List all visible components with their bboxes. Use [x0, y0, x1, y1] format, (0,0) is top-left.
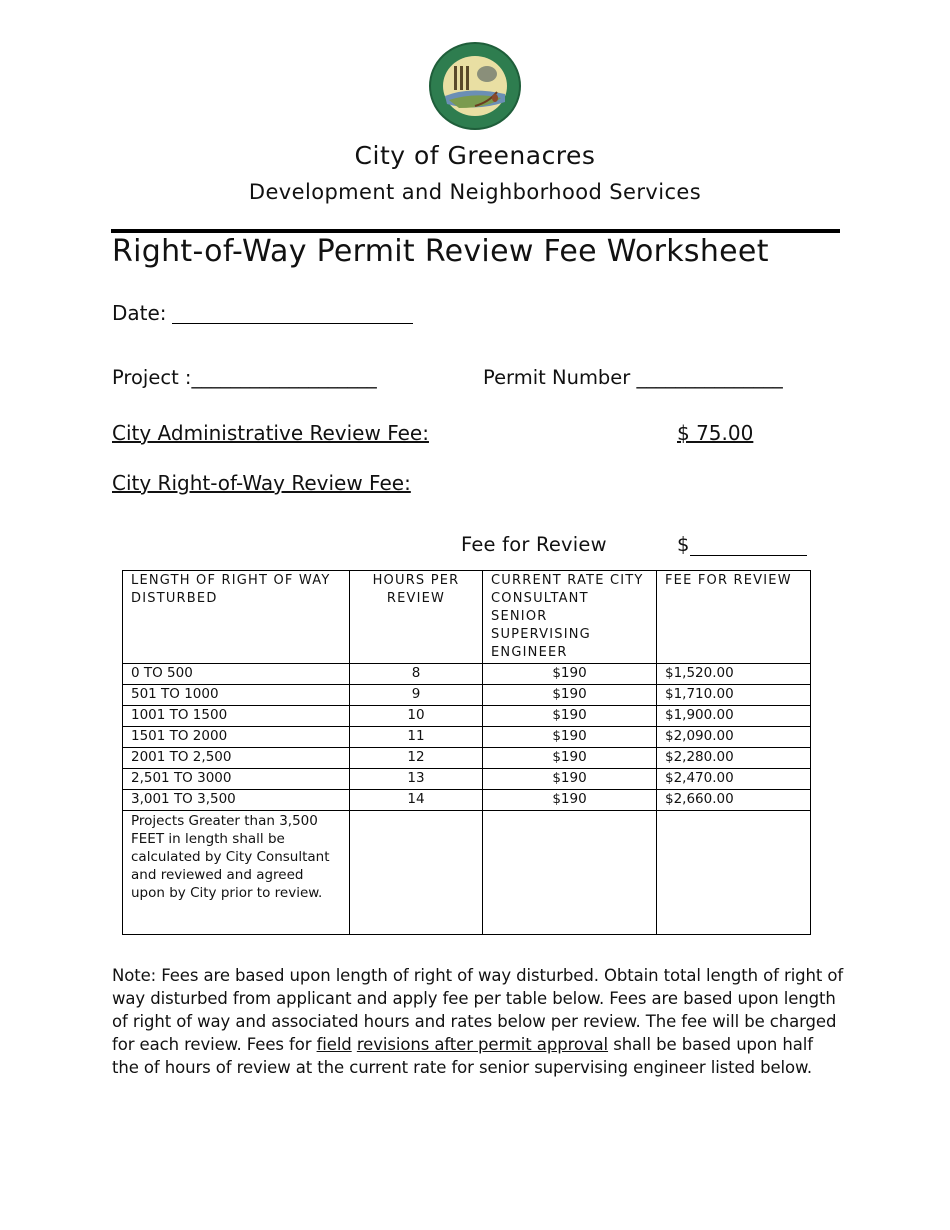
cell-hours: 9: [350, 685, 483, 706]
table-row: [123, 748, 811, 769]
table-note-row: [123, 811, 811, 935]
header-divider: [111, 229, 840, 233]
cell-hours: 14: [350, 790, 483, 811]
cell-length: 0 TO 500: [123, 664, 350, 685]
cell-rate: $190: [483, 748, 657, 769]
admin-review-fee-value: $ 75.00: [677, 421, 754, 445]
fee-note: [112, 964, 844, 1079]
date-label: Date:: [112, 301, 167, 325]
cell-rate: $190: [483, 769, 657, 790]
cell-length: 2,501 TO 3000: [123, 769, 350, 790]
empty-cell: [483, 811, 657, 935]
cell-fee: $1,520.00: [657, 664, 811, 685]
note-underlined-revisions: revisions after permit approval: [356, 1035, 609, 1054]
header-hours: HOURS PER REVIEW: [350, 571, 483, 664]
oversize-project-note: Projects Greater than 3,500 FEET in length shall be calculated by City Consultant and reviewed and agreed upon by City prior to review.: [123, 811, 350, 935]
cell-hours: 8: [350, 664, 483, 685]
permit-number-field[interactable]: Permit Number _______________: [483, 366, 783, 389]
fee-for-review-field[interactable]: [690, 555, 807, 556]
cell-rate: $190: [483, 664, 657, 685]
table-row: [123, 706, 811, 727]
table-row: [123, 769, 811, 790]
city-name: City of Greenacres: [354, 141, 596, 170]
table-row: [123, 727, 811, 748]
table-row: [123, 790, 811, 811]
cell-fee: $1,900.00: [657, 706, 811, 727]
cell-length: 501 TO 1000: [123, 685, 350, 706]
note-text-start: Note: Fees are based upon length of right of way disturbed. Obtain total length of right of way disturbed from applicant and apply fee per table below. Fees are based upon length of right of way and associated hours and rates below per review. The fee will be charged for each review. Fees for: [112, 966, 844, 1054]
admin-review-fee-label: City Administrative Review Fee:: [112, 421, 429, 445]
empty-cell: [350, 811, 483, 935]
empty-cell: [657, 811, 811, 935]
cell-hours: 13: [350, 769, 483, 790]
cell-fee: $1,710.00: [657, 685, 811, 706]
project-field[interactable]: Project :___________________: [112, 366, 377, 389]
date-field[interactable]: [172, 323, 413, 324]
table-row: [123, 685, 811, 706]
cell-fee: $2,280.00: [657, 748, 811, 769]
header-rate: CURRENT RATE CITY CONSULTANT SENIOR SUPERVISING ENGINEER: [483, 571, 657, 664]
city-seal-logo: [429, 42, 521, 130]
cell-rate: $190: [483, 685, 657, 706]
cell-rate: $190: [483, 790, 657, 811]
cell-fee: $2,090.00: [657, 727, 811, 748]
note-text-end: shall be based upon half the of hours of review at the current rate for senior supervising engineer listed below.: [112, 1035, 813, 1077]
cell-hours: 10: [350, 706, 483, 727]
header-fee: FEE FOR REVIEW: [657, 571, 811, 664]
note-underlined-field: field: [316, 1035, 352, 1054]
cell-length: 2001 TO 2,500: [123, 748, 350, 769]
row-review-fee-label: City Right-of-Way Review Fee:: [112, 471, 411, 495]
cell-rate: $190: [483, 727, 657, 748]
department-name: Development and Neighborhood Services: [248, 180, 702, 204]
table-header-row: [123, 571, 811, 664]
cell-rate: $190: [483, 706, 657, 727]
cell-fee: $2,660.00: [657, 790, 811, 811]
cell-length: 1001 TO 1500: [123, 706, 350, 727]
page-title: Right-of-Way Permit Review Fee Worksheet: [112, 234, 769, 269]
table-row: [123, 664, 811, 685]
cell-length: 1501 TO 2000: [123, 727, 350, 748]
fee-table: [122, 570, 811, 935]
cell-length: 3,001 TO 3,500: [123, 790, 350, 811]
cell-hours: 12: [350, 748, 483, 769]
cell-fee: $2,470.00: [657, 769, 811, 790]
header-length: LENGTH OF RIGHT OF WAY DISTURBED: [123, 571, 350, 664]
fee-for-review-label: Fee for Review: [461, 533, 607, 556]
cell-hours: 11: [350, 727, 483, 748]
fee-for-review-currency: $: [677, 533, 690, 556]
